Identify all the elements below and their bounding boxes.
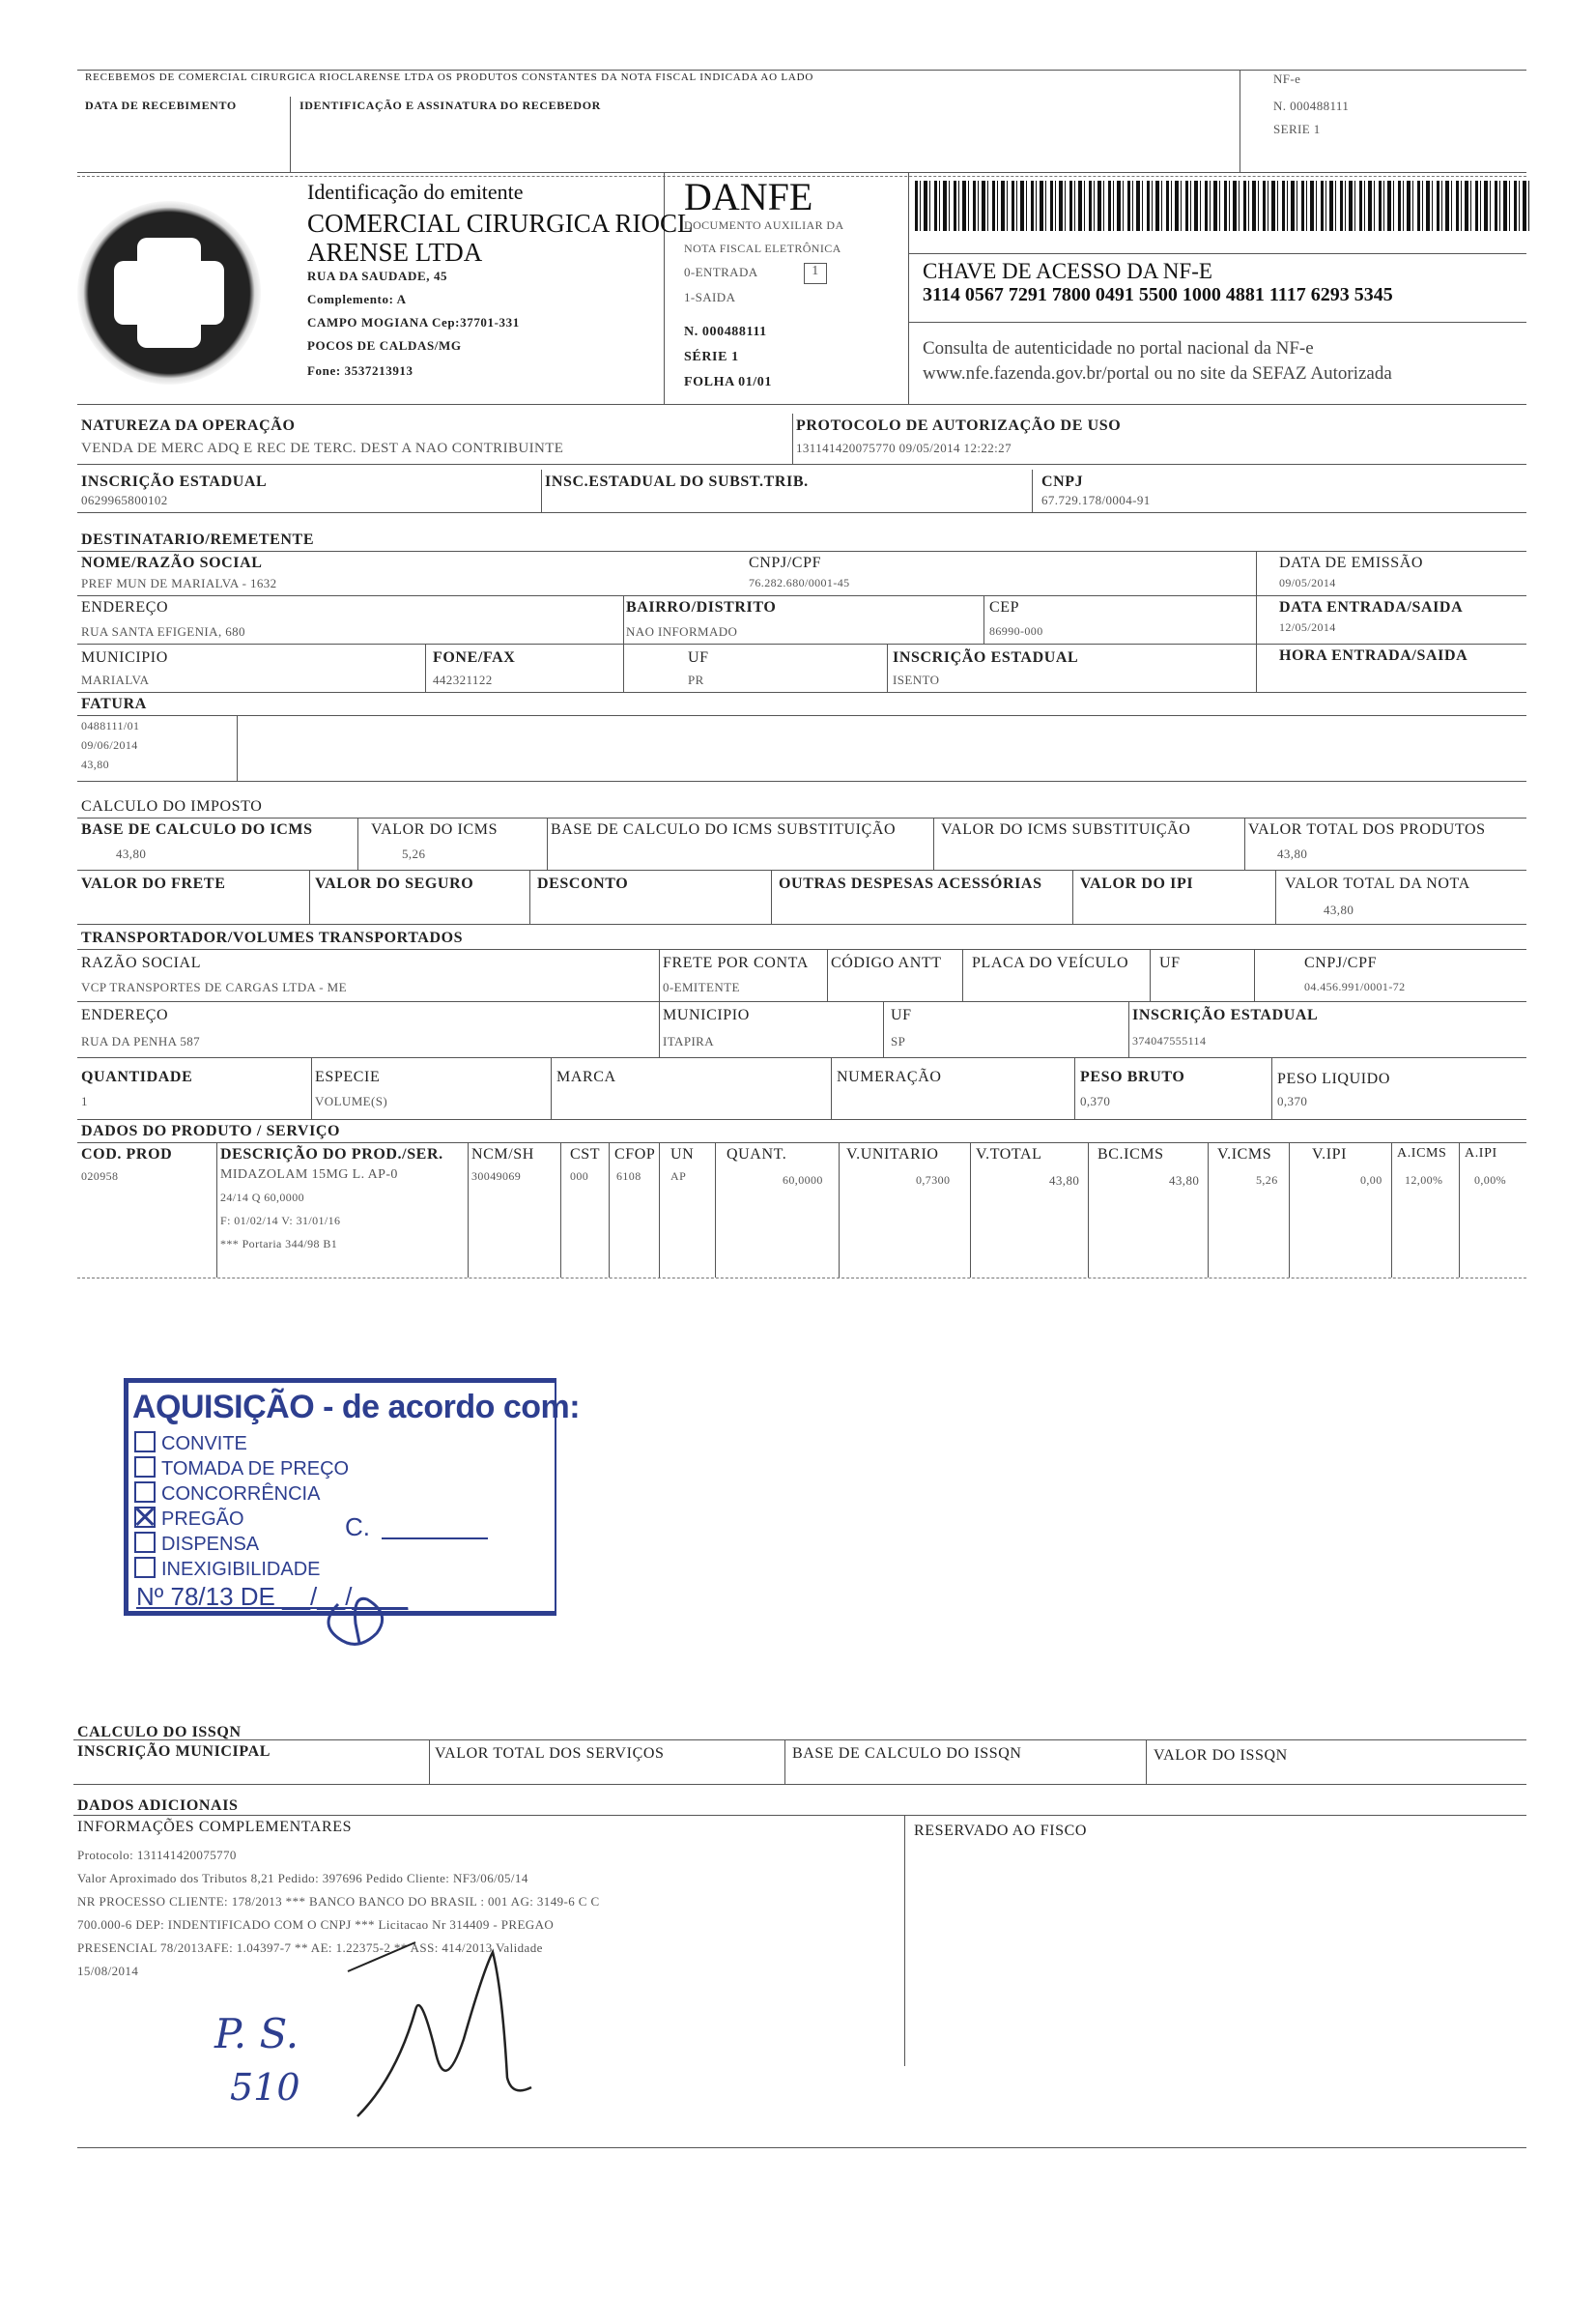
dest-fone-label: FONE/FAX	[433, 649, 516, 666]
dest-es-label: DATA ENTRADA/SAIDA	[1279, 599, 1464, 616]
dest-end-label: ENDEREÇO	[81, 599, 169, 616]
transp-section: TRANSPORTADOR/VOLUMES TRANSPORTADOS	[81, 930, 464, 946]
bcst-label: BASE DE CALCULO DO ICMS SUBSTITUIÇÃO	[551, 821, 897, 838]
cnpj-label: CNPJ	[1041, 474, 1084, 490]
transp-mun-label: MUNICIPIO	[663, 1007, 750, 1023]
fatura-line-3: 43,80	[81, 758, 109, 771]
danfe-numero: N. 000488111	[684, 325, 767, 339]
transp-frete-label: FRETE POR CONTA	[663, 955, 809, 971]
canhoto-numero: N. 000488111	[1273, 99, 1350, 113]
prod-aicms: 12,00%	[1405, 1173, 1443, 1187]
info-line-5: PRESENCIAL 78/2013AFE: 1.04397-7 ** AE: 1.22375-2 ** ASS: 414/2013 Validade	[77, 1940, 543, 1955]
emitente-phone: Fone: 3537213913	[307, 363, 413, 378]
reservado-fisco: RESERVADO AO FISCO	[914, 1823, 1088, 1839]
issqn-im-label: INSCRIÇÃO MUNICIPAL	[77, 1743, 271, 1760]
transp-pb: 0,370	[1080, 1094, 1111, 1108]
dest-cnpj: 76.282.680/0001-45	[749, 576, 850, 589]
dest-end: RUA SANTA EFIGENIA, 680	[81, 624, 245, 639]
protocolo-value: 131141420075770 09/05/2014 12:22:27	[796, 441, 1012, 455]
info-line-4: 700.000-6 DEP: INDENTIFICADO COM O CNPJ *** Licitacao Nr 314409 - PREGAO	[77, 1917, 555, 1932]
info-line-6: 15/08/2014	[77, 1964, 139, 1978]
prod-ncm: 30049069	[471, 1169, 522, 1183]
stamp-numero: Nº 78/13 DE __/__/____	[136, 1582, 409, 1611]
col-aicms: A.ICMS	[1397, 1146, 1447, 1161]
col-ncm: NCM/SH	[471, 1146, 534, 1163]
checkbox-icon	[134, 1481, 156, 1503]
danfe-doc-2: NOTA FISCAL ELETRÔNICA	[684, 242, 841, 255]
icms-value: 5,26	[402, 847, 426, 861]
seguro-label: VALOR DO SEGURO	[315, 876, 474, 892]
issqn-section: CALCULO DO ISSQN	[77, 1724, 242, 1740]
assinatura-label: IDENTIFICAÇÃO E ASSINATURA DO RECEBEDOR	[299, 99, 601, 112]
dest-nome: PREF MUN DE MARIALVA - 1632	[81, 576, 277, 590]
canhoto-serie: SERIE 1	[1273, 122, 1321, 136]
transp-ie: 374047555114	[1132, 1034, 1207, 1048]
transp-esp-label: ESPECIE	[315, 1069, 381, 1085]
danfe-title: DANFE	[684, 175, 813, 218]
col-cst: CST	[570, 1146, 601, 1163]
consulta-line-2: www.nfe.fazenda.gov.br/portal ou no site da SEFAZ Autorizada	[923, 363, 1392, 384]
danfe-folha: FOLHA 01/01	[684, 375, 772, 389]
info-label: INFORMAÇÕES COMPLEMENTARES	[77, 1819, 353, 1835]
issqn-vserv-label: VALOR TOTAL DOS SERVIÇOS	[435, 1745, 665, 1762]
vprod-label: VALOR TOTAL DOS PRODUTOS	[1248, 821, 1486, 838]
ie-value: 0629965800102	[81, 493, 168, 507]
danfe-entrada: 0-ENTRADA	[684, 265, 758, 279]
vst-label: VALOR DO ICMS SUBSTITUIÇÃO	[941, 821, 1191, 838]
stamp-item-tomada: TOMADA DE PREÇO	[134, 1456, 349, 1480]
dest-cep: 86990-000	[989, 624, 1043, 638]
transp-razao: VCP TRANSPORTES DE CARGAS LTDA - ME	[81, 980, 347, 994]
stamp-item-pregao: PREGÃO	[134, 1507, 244, 1531]
col-bcicms: BC.ICMS	[1097, 1146, 1164, 1163]
transp-esp: VOLUME(S)	[315, 1094, 388, 1108]
bc-icms: 43,80	[116, 847, 147, 861]
dest-uf: PR	[688, 673, 704, 687]
iest-label: INSC.ESTADUAL DO SUBST.TRIB.	[545, 474, 809, 490]
transp-end: RUA DA PENHA 587	[81, 1034, 201, 1048]
prod-vtotal: 43,80	[1049, 1173, 1080, 1188]
handwritten-510: 510	[230, 2066, 300, 2109]
canhoto-nfe: NF-e	[1273, 72, 1301, 86]
dest-cnpj-label: CNPJ/CPF	[749, 555, 822, 571]
signature	[338, 1933, 570, 2126]
emitente-logo	[77, 201, 261, 385]
dest-bairro-label: BAIRRO/DISTRITO	[626, 599, 777, 616]
prod-un: AP	[670, 1169, 687, 1183]
col-aipi: A.IPI	[1465, 1146, 1497, 1161]
emitente-title: Identificação do emitente	[307, 180, 524, 204]
checkbox-icon	[134, 1431, 156, 1452]
fatura-line-1: 0488111/01	[81, 719, 140, 732]
stamp-signature	[309, 1585, 415, 1662]
col-vtotal: V.TOTAL	[976, 1146, 1042, 1163]
emitente-complement: Complemento: A	[307, 292, 407, 306]
imposto-section: CALCULO DO IMPOSTO	[81, 798, 263, 815]
prod-cod: 020958	[81, 1169, 119, 1183]
frete-label: VALOR DO FRETE	[81, 876, 226, 892]
prod-cst: 000	[570, 1169, 589, 1183]
col-vicms: V.ICMS	[1217, 1146, 1272, 1163]
dest-mun: MARIALVA	[81, 673, 150, 687]
info-line-1: Protocolo: 131141420075770	[77, 1848, 237, 1862]
transp-end-label: ENDEREÇO	[81, 1007, 169, 1023]
ie-label: INSCRIÇÃO ESTADUAL	[81, 474, 268, 490]
stamp-item-convite: CONVITE	[134, 1431, 247, 1455]
dest-emissao: 09/05/2014	[1279, 576, 1336, 589]
transp-qtd-label: QUANTIDADE	[81, 1069, 193, 1085]
prod-desc-4: *** Portaria 344/98 B1	[220, 1237, 338, 1250]
dest-ie-label: INSCRIÇÃO ESTADUAL	[893, 649, 1079, 666]
barcode	[915, 181, 1533, 231]
transp-num-label: NUMERAÇÃO	[837, 1069, 942, 1085]
col-cfop: CFOP	[614, 1146, 656, 1163]
checkbox-icon	[134, 1456, 156, 1478]
transp-placa-label: PLACA DO VEÍCULO	[972, 955, 1129, 971]
dest-es: 12/05/2014	[1279, 620, 1336, 634]
ipi-label: VALOR DO IPI	[1080, 876, 1194, 892]
adic-section: DADOS ADICIONAIS	[77, 1797, 239, 1814]
fatura-label: FATURA	[81, 696, 147, 712]
icms-label: VALOR DO ICMS	[371, 821, 499, 838]
stamp-item-dispensa: DISPENSA	[134, 1532, 259, 1556]
dest-cep-label: CEP	[989, 599, 1020, 616]
transp-marca-label: MARCA	[556, 1069, 616, 1085]
produtos-section: DADOS DO PRODUTO / SERVIÇO	[81, 1123, 341, 1139]
prod-cfop: 6108	[616, 1169, 641, 1183]
col-quant: QUANT.	[727, 1146, 787, 1163]
aquisicao-stamp	[124, 1378, 581, 1616]
prod-vunit: 0,7300	[916, 1173, 951, 1187]
natureza-label: NATUREZA DA OPERAÇÃO	[81, 417, 296, 434]
col-un: UN	[670, 1146, 695, 1163]
transp-cnpj-label: CNPJ/CPF	[1304, 955, 1378, 971]
transp-uf-label: UF	[1159, 955, 1181, 971]
issqn-v-label: VALOR DO ISSQN	[1154, 1747, 1288, 1764]
handwritten-ps: P. S.	[214, 2010, 299, 2057]
col-vipi: V.IPI	[1312, 1146, 1348, 1163]
transp-qtd: 1	[81, 1094, 88, 1108]
emitente-address: RUA DA SAUDADE, 45	[307, 269, 448, 283]
emitente-city: POCOS DE CALDAS/MG	[307, 338, 462, 353]
transp-antt-label: CÓDIGO ANTT	[831, 955, 942, 971]
chave-value: 3114 0567 7291 7800 0491 5500 1000 4881 1117 6293 5345	[923, 284, 1393, 305]
emitente-bairro: CAMPO MOGIANA Cep:37701-331	[307, 315, 520, 330]
transp-mun: ITAPIRA	[663, 1034, 715, 1048]
prod-bc: 43,80	[1169, 1173, 1200, 1188]
dest-bairro: NAO INFORMADO	[626, 624, 738, 639]
dest-hora-label: HORA ENTRADA/SAIDA	[1279, 647, 1468, 664]
emitente-name-1: COMERCIAL CIRURGICA RIOCL	[307, 209, 694, 238]
checkbox-icon	[134, 1557, 156, 1578]
col-cod: COD. PROD	[81, 1146, 173, 1163]
fatura-line-2: 09/06/2014	[81, 738, 138, 752]
transp-pl: 0,370	[1277, 1094, 1308, 1108]
natureza-value: VENDA DE MERC ADQ E REC DE TERC. DEST A NAO CONTRIBUINTE	[81, 441, 564, 456]
transp-cnpj: 04.456.991/0001-72	[1304, 980, 1406, 993]
transp-uf2-label: UF	[891, 1007, 912, 1023]
transp-pb-label: PESO BRUTO	[1080, 1069, 1185, 1085]
protocolo-label: PROTOCOLO DE AUTORIZAÇÃO DE USO	[796, 417, 1122, 434]
data-recebimento-label: DATA DE RECEBIMENTO	[85, 99, 237, 112]
chave-label: CHAVE DE ACESSO DA NF-E	[923, 259, 1212, 283]
prod-vicms: 5,26	[1256, 1173, 1278, 1187]
stamp-item-inexigibilidade: INEXIGIBILIDADE	[134, 1557, 321, 1581]
stamp-item-concorrencia: CONCORRÊNCIA	[134, 1481, 320, 1506]
consulta-line-1: Consulta de autenticidade no portal nacional da NF-e	[923, 338, 1314, 359]
transp-frete: 0-EMITENTE	[663, 980, 740, 994]
col-vunit: V.UNITARIO	[846, 1146, 939, 1163]
prod-aipi: 0,00%	[1474, 1173, 1506, 1187]
transp-razao-label: RAZÃO SOCIAL	[81, 955, 202, 971]
danfe-serie: SÉRIE 1	[684, 350, 739, 364]
col-desc: DESCRIÇÃO DO PROD./SER.	[220, 1146, 443, 1163]
transp-ie-label: INSCRIÇÃO ESTADUAL	[1132, 1007, 1319, 1023]
bc-icms-label: BASE DE CALCULO DO ICMS	[81, 821, 313, 838]
transp-uf2: SP	[891, 1034, 906, 1048]
prod-desc-3: F: 01/02/14 V: 31/01/16	[220, 1214, 341, 1227]
danfe-tipo: 1	[804, 263, 827, 284]
checkbox-icon	[134, 1532, 156, 1553]
vnota-value: 43,80	[1324, 903, 1354, 917]
cnpj-value: 67.729.178/0004-91	[1041, 493, 1151, 507]
vnota-label: VALOR TOTAL DA NOTA	[1285, 876, 1470, 892]
prod-desc-1: MIDAZOLAM 15MG L. AP-0	[220, 1167, 398, 1182]
danfe-saida: 1-SAIDA	[684, 290, 736, 304]
danfe-doc-1: DOCUMENTO AUXILIAR DA	[684, 218, 844, 232]
dest-emissao-label: DATA DE EMISSÃO	[1279, 555, 1424, 571]
desconto-label: DESCONTO	[537, 876, 629, 892]
checked-checkbox-icon	[134, 1507, 156, 1528]
dest-nome-label: NOME/RAZÃO SOCIAL	[81, 555, 263, 571]
outras-label: OUTRAS DESPESAS ACESSÓRIAS	[779, 876, 1042, 892]
prod-desc-2: 24/14 Q 60,0000	[220, 1191, 304, 1204]
emitente-name-2: ARENSE LTDA	[307, 238, 483, 267]
transp-pl-label: PESO LIQUIDO	[1277, 1071, 1390, 1087]
info-line-3: NR PROCESSO CLIENTE: 178/2013 *** BANCO BANCO DO BRASIL : 001 AG: 3149-6 C C	[77, 1894, 600, 1909]
issqn-bc-label: BASE DE CALCULO DO ISSQN	[792, 1745, 1022, 1762]
canhoto-header: RECEBEMOS DE COMERCIAL CIRURGICA RIOCLARENSE LTDA OS PRODUTOS CONSTANTES DA NOTA FISCAL INDICADA AO LADO	[85, 72, 814, 83]
dest-section: DESTINATARIO/REMETENTE	[81, 531, 315, 548]
stamp-title: AQUISIÇÃO - de acordo com:	[132, 1389, 581, 1425]
dest-ie: ISENTO	[893, 673, 940, 687]
dest-mun-label: MUNICIPIO	[81, 649, 168, 666]
info-line-2: Valor Aproximado dos Tributos 8,21 Pedido: 397696 Pedido Cliente: NF3/06/05/14	[77, 1871, 528, 1885]
vprod-value: 43,80	[1277, 847, 1308, 861]
prod-quant: 60,0000	[783, 1173, 823, 1187]
dest-fone: 442321122	[433, 673, 493, 687]
stamp-c-label: C.	[345, 1512, 370, 1541]
dest-uf-label: UF	[688, 649, 709, 666]
prod-vipi: 0,00	[1360, 1173, 1382, 1187]
